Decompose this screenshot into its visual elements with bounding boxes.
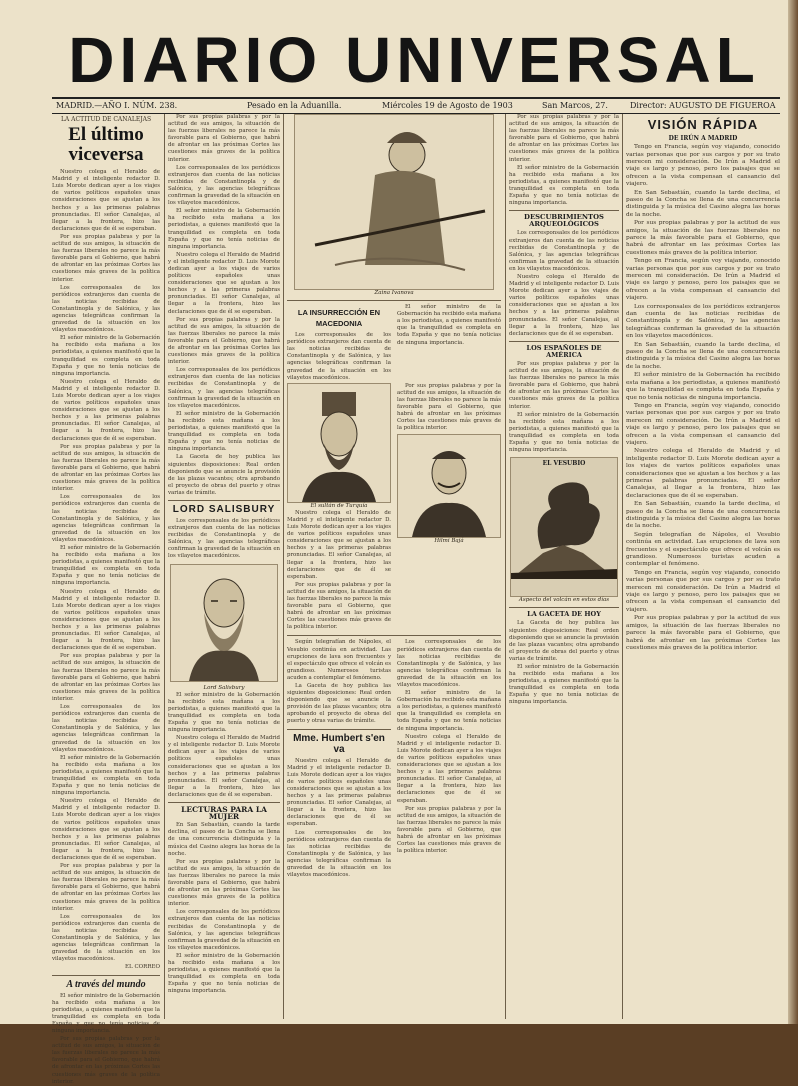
divider <box>287 300 501 301</box>
paragraph: Nuestro colega el Heraldo de Madrid y el inteligente redactor D. Luis Morote dedican ayer a los viajes de varios políticos españoles unas consideraciones que se ajustan a los hechos y a las primeras palabras pronunciadas. El señor Canalejas, al llegar a la frontera, hizo las declaraciones que de él se esperaban. <box>52 169 160 232</box>
paragraph: La Gaceta de hoy publica las siguientes disposiciones: Real orden disponiendo que se anuncie la provisión de las plazas vacantes; otra aprobando el proyecto de obras del puerto y otras varias de trámite. <box>509 620 619 662</box>
macedonia-illustration <box>294 114 494 290</box>
paragraph: Nuestro colega el Heraldo de Madrid y el inteligente redactor D. Luis Morote dedican ayer a los viajes de varios políticos españoles unas consideraciones que se ajustan a los hechos y a las primeras palabras pronunciadas. El señor Canalejas, al llegar a la frontera, hizo las declaraciones que de él se esperaban. <box>397 733 501 804</box>
article-headline: VISIÓN RÁPIDA <box>647 117 759 132</box>
article-body <box>287 332 391 382</box>
sultan-portrait <box>287 383 391 503</box>
paragraph: Los corresponsales de los periódicos extranjeros dan cuenta de las noticias recibidas de Constantinopla y de Salónica, y las agencias telegráficas confirman la gravedad de la situación en los vilayetos macedónicos. <box>509 230 619 272</box>
column-2 <box>168 114 280 1019</box>
article-body <box>509 620 619 706</box>
paragraph: Por sus propias palabras y por la actitud de sus amigos, la situación de las fuerzas liberales no parece la más favorable para el Gobierno, que habrá de afrontar en las próximas Cortes las cuestiones más graves de la política interior. <box>509 361 619 410</box>
portrait-drawing <box>171 565 277 681</box>
subcolumn-left <box>287 639 391 880</box>
paragraph: El señor ministro de la Gobernación ha recibido esta mañana a los periodistas, a quienes manifestó que la tranquilidad es completa en toda España y que no tenía noticias de ninguna importancia. <box>168 208 280 250</box>
paragraph: Por sus propias palabras y por la actitud de sus amigos, la situación de las fuerzas liberales no parece la más favorable para el Gobierno, que habrá de afrontar en las próximas Cortes las cuestiones más graves de la política interior. <box>287 581 391 631</box>
portraits-row <box>287 383 501 633</box>
paragraph: La Gaceta de hoy publica las siguientes disposiciones: Real orden disponiendo que se anuncie la provisión de las plazas vacantes; otra aprobando el proyecto de obras del puerto y otras varias de trámite. <box>287 683 391 725</box>
paragraph: Nuestro colega el Heraldo de Madrid y el inteligente redactor D. Luis Morote dedican ayer a los viajes de varios políticos españoles unas consideraciones que se ajustan a los hechos y a las primeras palabras pronunciadas. El señor Canalejas, al llegar a la frontera, hizo las declaraciones que de él se esperaban. <box>287 509 391 580</box>
paragraph: Por sus propias palabras y por la actitud de sus amigos, la situación de las fuerzas liberales no parece la más favorable para el Gobierno, que habrá de afrontar en las próximas Cortes las cuestiones más graves de la política interior. <box>52 653 160 702</box>
section-body <box>52 993 160 1086</box>
hilmi-block <box>397 383 501 633</box>
article-body <box>626 144 780 652</box>
article-headline: LA INSURRECCIÓN EN MACEDONIA <box>297 308 381 329</box>
paragraph: Por sus propias palabras y por la actitud de sus amigos, la situación de las fuerzas liberales no parece la más favorable para el Gobierno, que habrá de afrontar en las próximas Cortes las cuestiones más graves de la política interior. <box>626 220 780 256</box>
illustration-title: EL VESUBIO <box>542 460 586 468</box>
paragraph: Los corresponsales de los periódicos extranjeros dan cuenta de las noticias recibidas de Constantinopla y de Salónica, y las agencias telegráficas confirman la gravedad de la situación en los vilayetos macedónicos. <box>168 909 280 951</box>
info-bar <box>52 97 780 114</box>
column-rule <box>283 114 284 1019</box>
divider <box>168 500 280 501</box>
paragraph: Por sus propias palabras y por la actitud de sus amigos, la situación de las fuerzas liberales no parece la más favorable para el Gobierno, que habrá de afrontar en las próximas Cortes las cuestiones más graves de la política interior. <box>52 443 160 493</box>
paragraph: Los corresponsales de los periódicos extranjeros dan cuenta de las noticias recibidas de Constantinopla y de Salónica, y las agencias telegráficas confirman la gravedad de la situación en los vilayetos macedónicos. <box>168 367 280 409</box>
illustration-caption: Zaina Ivanova <box>374 290 414 296</box>
paragraph: El señor ministro de la Gobernación ha recibido esta mañana a los periodistas, a quienes manifestó que la tranquilidad es completa en toda España y que no tenía noticias de ninguna importancia. <box>52 544 160 587</box>
section-heading: LECTURAS PARA LA MUJER <box>181 805 267 822</box>
vesuvius-illustration <box>510 457 618 597</box>
paragraph: Por sus propias palabras y por la actitud de sus amigos, la situación de las fuerzas liberales no parece la más favorable para el Gobierno, que habrá de afrontar en las próximas Cortes las cuestiones más graves de la política interior. <box>397 382 501 432</box>
divider <box>52 975 160 976</box>
paragraph: Los corresponsales de los periódicos extranjeros dan cuenta de las noticias recibidas de Constantinopla y de Salónica, y las agencias telegráficas confirman la gravedad de la situación en los vilayetos macedónicos. <box>52 913 160 963</box>
divider <box>509 210 619 211</box>
paragraph: Por sus propias palabras y por la actitud de sus amigos, la situación de las fuerzas liberales no parece la más favorable para el Gobierno, que habrá de afrontar en las próximas Cortes las cuestiones más graves de la política interior. <box>168 858 280 908</box>
paragraph: Por sus propias palabras y por la actitud de sus amigos, la situación de las fuerzas liberales no parece la más favorable para el Gobierno, que habrá de afrontar en las próximas Cortes las cuestiones más graves de la política interior. <box>626 615 780 651</box>
article-headline: El último viceversa <box>68 124 144 166</box>
masthead-title: DIARIO UNIVERSAL <box>68 24 760 96</box>
hilmi-portrait <box>397 434 501 538</box>
article-body <box>168 822 280 995</box>
paragraph: Nuestro colega el Heraldo de Madrid y el inteligente redactor D. Luis Morote dedican ayer a los viajes de varios políticos españoles unas consideraciones que se ajustan a los hechos y a las primeras palabras pronunciadas. El señor Canalejas, al llegar a la frontera, hizo las declaraciones que de él se esperaban. <box>52 588 160 652</box>
paragraph: Tengo en Francia, según voy viajando, conocido varias personas que por sus cargos y por su trato merecen mi consideración. De Irún a Madrid el viaje es largo y penoso, pero los paisajes que se ofrecen a la vista compensan el cansancio del viajero. <box>626 258 780 302</box>
column-rule <box>505 114 506 1019</box>
paragraph: Nuestro colega el Heraldo de Madrid y el inteligente redactor D. Luis Morote dedican ayer a los viajes de varios políticos españoles unas consideraciones que se ajustan a los hechos y a las primeras palabras pronunciadas. El señor Canalejas, al llegar a la frontera, hizo las declaraciones que de él se esperaban. <box>287 757 391 828</box>
article-headline: Mme. Humbert s'en va <box>293 732 385 755</box>
article-body <box>509 361 619 454</box>
article-body <box>287 510 391 632</box>
section-heading: LA GACETA DE HOY <box>527 610 601 619</box>
article-body <box>509 230 619 337</box>
paragraph: Por sus propias palabras y por la actitud de sus amigos, la situación de las fuerzas liberales no parece la más favorable para el Gobierno, que habrá de afrontar en las próximas Cortes las cuestiones más graves de la política interior. <box>52 1036 160 1085</box>
column-5 <box>626 114 780 1019</box>
paragraph: El señor ministro de la Gobernación ha recibido esta mañana a los periodistas, a quienes manifestó que la tranquilidad es completa en toda España y que no tenía noticias de ninguna importancia. <box>509 164 619 207</box>
paragraph: El señor ministro de la Gobernación ha recibido esta mañana a los periodistas, a quienes manifestó que la tranquilidad es completa en toda España y que no tenía noticias de ninguna importancia. <box>168 691 280 734</box>
paragraph: En San Sebastián, cuando la tarde declina, el paseo de la Concha se llena de una concurrencia distinguida y la música del Casino alegra las horas de la noche. <box>626 189 780 218</box>
binding-spine <box>788 0 798 1024</box>
article-body <box>168 518 280 561</box>
section-heading: LOS ESPAÑOLES DE AMÉRICA <box>526 343 602 359</box>
paragraph: Los corresponsales de los periódicos extranjeros dan cuenta de las noticias recibidas de Constantinopla y de Salónica, y las agencias telegráficas confirman la gravedad de la situación en los vilayetos macedónicos. <box>287 829 391 879</box>
article-body <box>168 114 280 497</box>
subcolumn-right <box>397 304 501 383</box>
article-body <box>397 304 501 347</box>
paragraph: Tengo en Francia, según voy viajando, conocido varias personas que por sus cargos y por su trato merecen mi consideración. De Irún a Madrid el viaje es largo y penoso, pero los paisajes que se ofrecen a la vista compensan el cansancio del viajero. <box>626 144 780 188</box>
paragraph: Los corresponsales de los periódicos extranjeros dan cuenta de las noticias recibidas de Constantinopla y de Salónica, y las agencias telegráficas confirman la gravedad de la situación en los vilayetos macedónicos. <box>397 639 501 688</box>
issue-date: Miércoles 19 de Agosto de 1903 <box>382 101 513 110</box>
paragraph: El señor ministro de la Gobernación ha recibido esta mañana a los periodistas, a quienes manifestó que la tranquilidad es completa en toda España y que no tenía noticias de ninguna importancia. <box>509 411 619 454</box>
article-body <box>397 383 501 433</box>
director-name: Director: AUGUSTO DE FIGUEROA <box>630 101 776 110</box>
column-rule <box>164 114 165 1019</box>
macedonia-section <box>287 304 501 383</box>
paragraph: Según telegrafían de Nápoles, el Vesubio continúa en actividad. Las erupciones de lava son frecuentes y el espectáculo que ofrece el volcán es grandioso. Numerosos turistas acuden a contemplar el fenómeno. <box>626 531 780 568</box>
section-heading: DESCUBRIMIENTOS ARQUEOLÓGICOS <box>524 213 604 229</box>
paragraph: Nuestro colega el Heraldo de Madrid y el inteligente redactor D. Luis Morote dedican ayer a los viajes de varios políticos españoles unas consideraciones que se ajustan a los hechos y a las primeras palabras pronunciadas. El señor Canalejas, al llegar a la frontera, hizo las declaraciones que de él se esperaban. <box>509 273 619 337</box>
paragraph: Por sus propias palabras y por la actitud de sus amigos, la situación de las fuerzas liberales no parece la más favorable para el Gobierno, que habrá de afrontar en las próximas Cortes las cuestiones más graves de la política interior. <box>168 316 280 366</box>
paragraph: Los corresponsales de los periódicos extranjeros dan cuenta de las noticias recibidas de Constantinopla y de Salónica, y las agencias telegráficas confirman la gravedad de la situación en los vilayetos macedónicos. <box>52 284 160 334</box>
paragraph: La Gaceta de hoy publica las siguientes disposiciones: Real orden disponiendo que se anuncie la provisión de las plazas vacantes; otra aprobando el proyecto de obras del puerto y otras varias de trámite. <box>168 454 280 496</box>
paragraph: Nuestro colega el Heraldo de Madrid y el inteligente redactor D. Luis Morote dedican ayer a los viajes de varios políticos españoles unas consideraciones que se ajustan a los hechos y a las primeras palabras pronunciadas. El señor Canalejas, al llegar a la frontera, hizo las declaraciones que de él se esperaban. <box>168 735 280 798</box>
hilmi-drawing <box>398 435 500 537</box>
salisbury-portrait <box>170 564 278 682</box>
divider <box>509 607 619 608</box>
paragraph: En San Sebastián, cuando la tarde declina, el paseo de la Concha se llena de una concurrencia distinguida y la música del Casino alegra las horas de la noche. <box>168 822 280 857</box>
lower-section <box>287 639 501 880</box>
article-body <box>168 692 280 799</box>
article-body <box>287 639 391 725</box>
article-body <box>287 758 391 880</box>
edition-number: MADRID.—AÑO I. NÚM. 238. <box>56 101 178 110</box>
divider <box>287 729 391 730</box>
paragraph: El señor ministro de la Gobernación ha recibido esta mañana a los periodistas, a quienes manifestó que la tranquilidad es completa en toda España y que no tenía noticias de ninguna importancia. <box>52 335 160 377</box>
paragraph: Por sus propias palabras y por la actitud de sus amigos, la situación de las fuerzas liberales no parece la más favorable para el Gobierno, que habrá de afrontar en las próximas Cortes las cuestiones más graves de la política interior. <box>168 114 280 163</box>
paragraph: El señor ministro de la Gobernación ha recibido esta mañana a los periodistas, a quienes manifestó que la tranquilidad es completa en toda España y que no tenía noticias de ninguna importancia. <box>52 754 160 797</box>
illustration-caption: Aspecto del volcán en estos días <box>518 597 610 604</box>
paragraph: Por sus propias palabras y por la actitud de sus amigos, la situación de las fuerzas liberales no parece la más favorable para el Gobierno, que habrá de afrontar en las próximas Cortes las cuestiones más graves de la política interior. <box>397 805 501 855</box>
portrait-caption: El sultán de Turquía <box>310 502 368 509</box>
paragraph: El señor ministro de la Gobernación ha recibido esta mañana a los periodistas, a quienes manifestó que la tranquilidad es completa en toda España y que no tenía noticias de ninguna importancia. <box>626 372 780 401</box>
paragraph: Por sus propias palabras y por la actitud de sus amigos, la situación de las fuerzas liberales no parece la más favorable para el Gobierno, que habrá de afrontar en las próximas Cortes las cuestiones más graves de la política interior. <box>52 233 160 283</box>
column-4 <box>509 114 619 1019</box>
section-heading: LORD SALISBURY <box>172 503 276 515</box>
paragraph: Nuestro colega el Heraldo de Madrid y el inteligente redactor D. Luis Morote dedican ayer a los viajes de varios políticos españoles unas consideraciones que se ajustan a los hechos y a las primeras palabras pronunciadas. El señor Canalejas, al llegar a la frontera, hizo las declaraciones que de él se esperaban. <box>52 378 160 442</box>
subcolumn-right <box>397 639 501 880</box>
paragraph: Los corresponsales de los periódicos extranjeros dan cuenta de las noticias recibidas de Constantinopla y de Salónica, y las agencias telegráficas confirman la gravedad de la situación en los vilayetos macedónicos. <box>52 704 160 753</box>
paragraph: El señor ministro de la Gobernación ha recibido esta mañana a los periodistas, a quienes manifestó que la tranquilidad es completa en toda España y que no tenía noticias de ninguna importancia. <box>52 992 160 1034</box>
paragraph: Por sus propias palabras y por la actitud de sus amigos, la situación de las fuerzas liberales no parece la más favorable para el Gobierno, que habrá de afrontar en las próximas Cortes las cuestiones más graves de la política interior. <box>509 114 619 163</box>
paragraph: En San Sebastián, cuando la tarde declina, el paseo de la Concha se llena de una concurrencia distinguida y la música del Casino alegra las horas de la noche. <box>626 341 780 370</box>
paragraph: Los corresponsales de los periódicos extranjeros dan cuenta de las noticias recibidas de Constantinopla y de Salónica, y las agencias telegráficas confirman la gravedad de la situación en los vilayetos macedónicos. <box>168 517 280 560</box>
section-heading: A través del mundo <box>66 978 146 990</box>
article-signature: EL CORREO <box>125 964 160 971</box>
paragraph: Por sus propias palabras y por la actitud de sus amigos, la situación de las fuerzas liberales no parece la más favorable para el Gobierno, que habrá de afrontar en las próximas Cortes las cuestiones más graves de la política interior. <box>52 863 160 912</box>
article-subheading: DE IRÚN A MADRID <box>668 135 738 142</box>
postage-note: Pesado en la Aduanilla. <box>247 101 342 110</box>
article-body <box>52 169 160 963</box>
paragraph: El señor ministro de la Gobernación ha recibido esta mañana a los periodistas, a quienes manifestó que la tranquilidad es completa en toda España y que no tenía noticias de ninguna importancia. <box>168 952 280 995</box>
divider <box>287 635 501 636</box>
article-kicker: LA ACTITUD DE CANALEJAS <box>60 116 152 123</box>
sultan-drawing <box>288 384 390 502</box>
column-1 <box>52 114 160 1085</box>
portrait-caption: Hilmi Bajá <box>434 538 464 545</box>
paragraph: Nuestro colega el Heraldo de Madrid y el inteligente redactor D. Luis Morote dedican ayer a los viajes de varios políticos españoles unas consideraciones que se ajustan a los hechos y a las primeras palabras pronunciadas. El señor Canalejas, al llegar a la frontera, hizo las declaraciones que de él se esperaban. <box>168 251 280 315</box>
column-3 <box>287 114 501 1019</box>
rebel-drawing <box>295 115 493 289</box>
paragraph: Nuestro colega el Heraldo de Madrid y el inteligente redactor D. Luis Morote dedican ayer a los viajes de varios políticos españoles unas consideraciones que se ajustan a los hechos y a las primeras palabras pronunciadas. El señor Canalejas, al llegar a la frontera, hizo las declaraciones que de él se esperaban. <box>626 448 780 499</box>
article-body <box>509 114 619 207</box>
paragraph: El señor ministro de la Gobernación ha recibido esta mañana a los periodistas, a quienes manifestó que la tranquilidad es completa en toda España y que no tenía noticias de ninguna importancia. <box>397 304 501 346</box>
article-body <box>397 639 501 855</box>
paragraph: El señor ministro de la Gobernación ha recibido esta mañana a los periodistas, a quienes manifestó que la tranquilidad es completa en toda España y que no tenía noticias de ninguna importancia. <box>168 410 280 453</box>
paragraph: Tengo en Francia, según voy viajando, conocido varias personas que por sus cargos y por su trato merecen mi consideración. De Irún a Madrid el viaje es largo y penoso, pero los paisajes que se ofrecen a la vista compensan el cansancio del viajero. <box>626 402 780 446</box>
divider <box>509 341 619 342</box>
portrait-caption: Lord Salisbury <box>203 684 245 691</box>
office-address: San Marcos, 27. <box>542 101 608 110</box>
volcano-drawing <box>511 469 617 579</box>
paragraph: El señor ministro de la Gobernación ha recibido esta mañana a los periodistas, a quienes manifestó que la tranquilidad es completa en toda España y que no tenía noticias de ninguna importancia. <box>509 663 619 706</box>
paragraph: Los corresponsales de los periódicos extranjeros dan cuenta de las noticias recibidas de Constantinopla y de Salónica, y las agencias telegráficas confirman la gravedad de la situación en los vilayetos macedónicos. <box>626 303 780 340</box>
paragraph: El señor ministro de la Gobernación ha recibido esta mañana a los periodistas, a quienes manifestó que la tranquilidad es completa en toda España y que no tenía noticias de ninguna importancia. <box>397 690 501 732</box>
paragraph: Nuestro colega el Heraldo de Madrid y el inteligente redactor D. Luis Morote dedican ayer a los viajes de varios políticos españoles unas consideraciones que se ajustan a los hechos y a las primeras palabras pronunciadas. El señor Canalejas, al llegar a la frontera, hizo las declaraciones que de él se esperaban. <box>52 798 160 861</box>
subcolumn-left <box>287 304 391 383</box>
paragraph: Los corresponsales de los periódicos extranjeros dan cuenta de las noticias recibidas de Constantinopla y de Salónica, y las agencias telegráficas confirman la gravedad de la situación en los vilayetos macedónicos. <box>52 494 160 543</box>
paragraph: Tengo en Francia, según voy viajando, conocido varias personas que por sus cargos y por su trato merecen mi consideración. De Irún a Madrid el viaje es largo y penoso, pero los paisajes que se ofrecen a la vista compensan el cansancio del viajero. <box>626 569 780 613</box>
paragraph: Los corresponsales de los periódicos extranjeros dan cuenta de las noticias recibidas de Constantinopla y de Salónica, y las agencias telegráficas confirman la gravedad de la situación en los vilayetos macedónicos. <box>287 332 391 381</box>
divider <box>168 802 280 803</box>
paragraph: Según telegrafían de Nápoles, el Vesubio continúa en actividad. Las erupciones de lava son frecuentes y el espectáculo que ofrece el volcán es grandioso. Numerosos turistas acuden a contemplar el fenómeno. <box>287 639 391 681</box>
column-rule <box>622 114 623 1019</box>
paragraph: Los corresponsales de los periódicos extranjeros dan cuenta de las noticias recibidas de Constantinopla y de Salónica, y las agencias telegráficas confirman la gravedad de la situación en los vilayetos macedónicos. <box>168 164 280 207</box>
paragraph: En San Sebastián, cuando la tarde declina, el paseo de la Concha se llena de una concurrencia distinguida y la música del Casino alegra las horas de la noche. <box>626 501 780 530</box>
sultan-block <box>287 383 391 633</box>
